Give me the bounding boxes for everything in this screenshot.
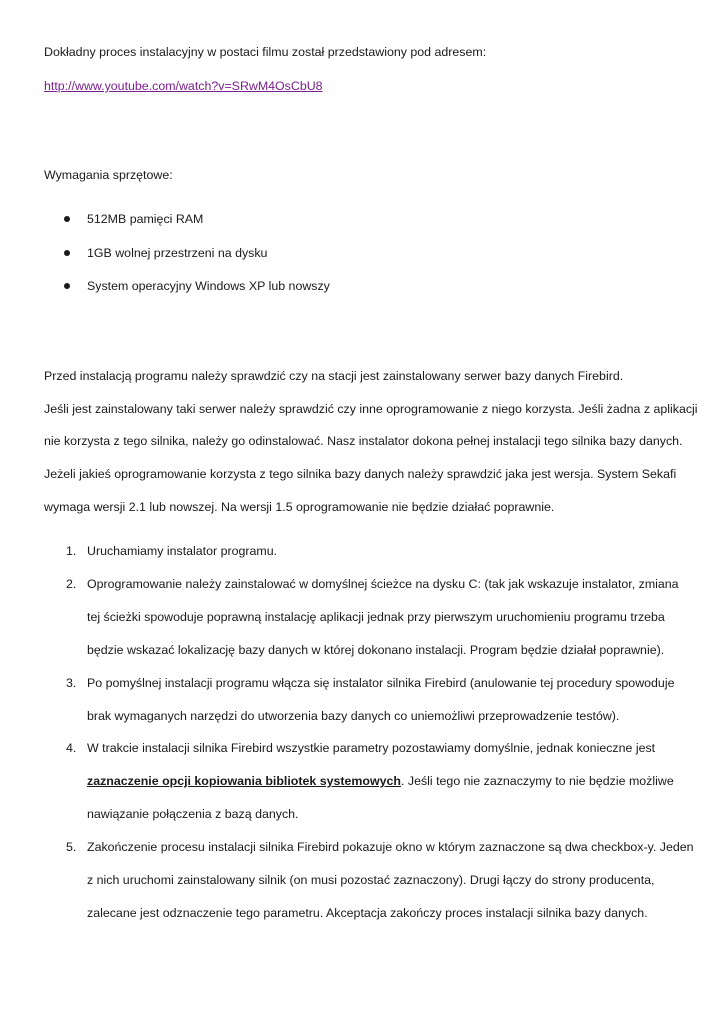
step-4-text: W trakcie instalacji silnika Firebird wszystkie parametry pozostawiamy domyślnie, jednak konieczne jest [87,741,656,755]
step-2-text: tej ścieżki spowoduje poprawną instalację aplikacji jednak przy pierwszym uruchomieniu programu trzeba [87,610,665,624]
paragraph-line: wymaga wersji 2.1 lub nowszej. Na wersji 1.5 oprogramowanie nie będzie działać poprawnie. [44,500,555,514]
step-5-text: zalecane jest odznaczenie tego parametru. Akceptacja zakończy proces instalacji silnika bazy danych. [87,906,648,920]
paragraph-line: Jeśli jest zainstalowany taki serwer należy sprawdzić czy inne oprogramowanie z niego korzysta. Jeśli żadna z aplikacji [44,402,698,416]
bullet-icon [64,216,70,222]
step-2-text: Oprogramowanie należy zainstalować w domyślnej ścieżce na dysku C: (tak jak wskazuje instalator, zmiana [87,577,679,591]
step-3-text: brak wymaganych narzędzi do utworzenia bazy danych co uniemożliwi przeprowadzenie testów). [87,709,620,723]
step-number: 4. [66,741,77,755]
document-page: Dokładny proces instalacyjny w postaci filmu został przedstawiony pod adresem: http://www.youtube.com/watch?v=SRwM4OsCbU8 Wymagania sprzętowe: 512MB pamięci RAM 1GB wolnej przestrzeni na dysku System operacyjny Windows XP lub nowszy Przed instalacją programu należy sprawdzić czy na stacji jest zainstalowany serwer bazy danych Firebird. Jeśli jest zainstalowany taki serwer należy sprawdzić czy inne oprogramowanie z niego korzysta. Jeśli żadna z aplikacji nie korzysta z tego silnika, należy go odinstalować. Nasz instalator dokona pełnej instalacji tego silnika bazy danych. Jeżeli jakieś oprogramowanie korzysta z tego silnika bazy danych należy sprawdzić jaka jest wersja. System Sekafi wymaga wersji 2.1 lub nowszej. Na wersji 1.5 oprogramowanie nie będzie działać poprawnie. 1. Uruchamiamy instalator programu. 2. Oprogramowanie należy zainstalować w domyślnej ścieżce na dysku C: (tak jak wskazuje instalator, zmiana tej ścieżki spowoduje poprawną instalację aplikacji jednak przy pierwszym uruchomieniu programu trzeba będzie wskazać lokalizację bazy danych w której dokonano instalacji. Program będzie działał poprawnie). 3. Po pomyślnej instalacji programu włącza się instalator silnika Firebird (anulowanie tej procedury spowoduje brak wymaganych narzędzi do utworzenia bazy danych co uniemożliwi przeprowadzenie testów). 4. W trakcie instalacji silnika Firebird wszystkie parametry pozostawiamy domyślnie, jednak konieczne jest zaznaczenie opcji kopiowania bibliotek systemowych. Jeśli tego nie zaznaczymy to nie będzie możliwe nawiązanie połączenia z bazą danych. 5. Zakończenie procesu instalacji silnika Firebird pokazuje okno w którym zaznaczone są dwa checkbox-y. Jeden z nich uruchomi zainstalowany silnik (on musi pozostać zaznaczony). Drugi łączy do strony producenta, zalecane jest odznaczenie tego parametru. Akceptacja zakończy proces instalacji silnika bazy danych. [44,45,698,920]
step-4-text: zaznaczenie opcji kopiowania bibliotek systemowych. Jeśli tego nie zaznaczymy to nie będzie możliwe [87,774,674,788]
step-3-text: Po pomyślnej instalacji programu włącza się instalator silnika Firebird (anulowanie tej procedury spowoduje [87,676,675,690]
intro-text: Dokładny proces instalacyjny w postaci filmu został przedstawiony pod adresem: [44,45,487,59]
step-number: 5. [66,840,77,854]
step-number: 1. [66,544,77,558]
step-1-text: Uruchamiamy instalator programu. [87,544,278,558]
paragraph-line: nie korzysta z tego silnika, należy go odinstalować. Nasz instalator dokona pełnej instalacji tego silnika bazy danych. [44,434,683,448]
requirements-heading: Wymagania sprzętowe: [44,168,173,182]
step-number: 3. [66,676,77,690]
emphasis-text: zaznaczenie opcji kopiowania bibliotek systemowych [87,774,401,788]
step-5-text: z nich uruchomi zainstalowany silnik (on musi pozostać zaznaczony). Drugi łączy do strony producenta, [87,873,655,887]
step-4-text: nawiązanie połączenia z bazą danych. [87,807,299,821]
step-5-text: Zakończenie procesu instalacji silnika Firebird pokazuje okno w którym zaznaczone są dwa checkbox-y. Jeden [87,840,694,854]
paragraph-line: Przed instalacją programu należy sprawdzić czy na stacji jest zainstalowany serwer bazy danych Firebird. [44,369,624,383]
step-number: 2. [66,577,77,591]
bullet-icon [64,250,70,256]
step-2-text: będzie wskazać lokalizację bazy danych w której dokonano instalacji. Program będzie działał poprawnie). [87,643,665,657]
bullet-icon [64,283,70,289]
video-link[interactable]: http://www.youtube.com/watch?v=SRwM4OsCbU8 [44,79,323,93]
paragraph-line: Jeżeli jakieś oprogramowanie korzysta z tego silnika bazy danych należy sprawdzić jaka jest wersja. System Sekafi [44,467,677,481]
